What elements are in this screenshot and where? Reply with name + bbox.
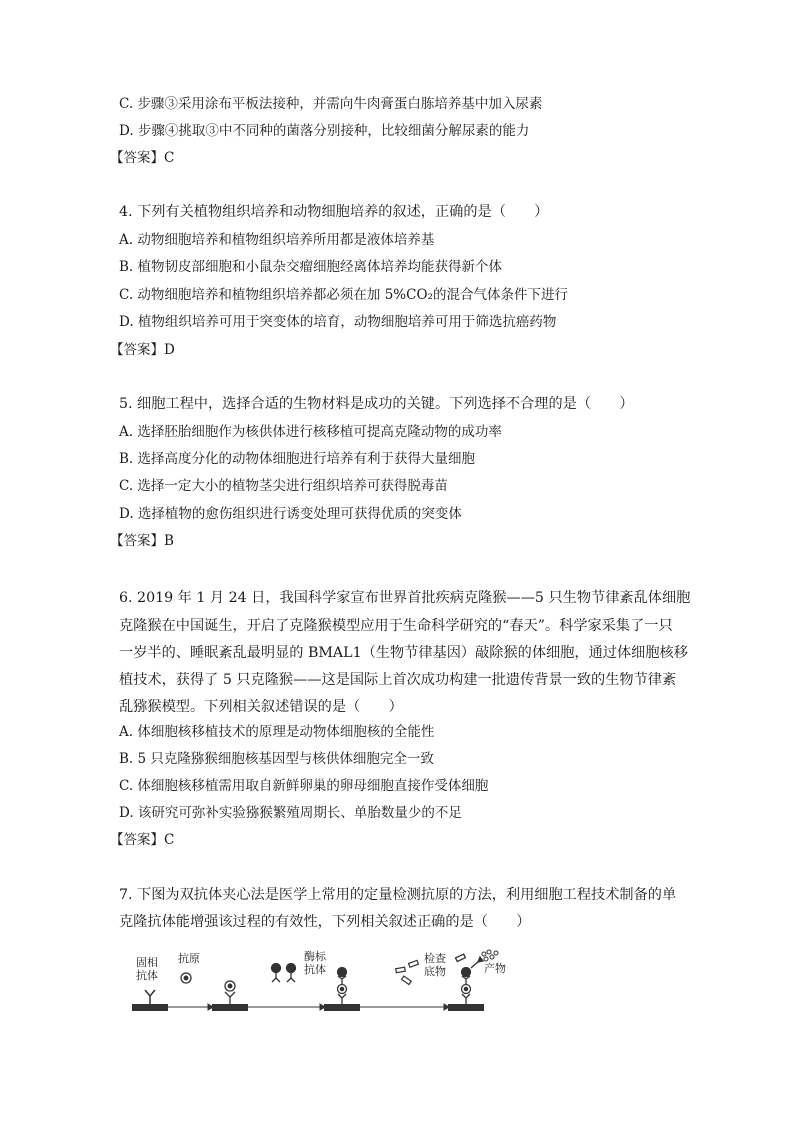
product-label: 产物 [484,962,506,975]
option-a-q5: A. 选择胚胎细胞作为核供体进行核移植可提高克隆动物的成功率 [119,424,502,440]
option-a-q6: A. 体细胞核移植技术的原理是动物体细胞核的全能性 [119,724,435,740]
answer-q3: 【答案】C [110,150,175,166]
arrow-3 [360,1004,449,1010]
reaction-complex-icon [456,954,483,1004]
plate-3 [324,1004,360,1011]
answer-q4: 【答案】D [110,342,175,358]
question-4: 4. 下列有关植物组织培养和动物细胞培养的叙述，正确的是（ ） [119,204,549,220]
plate-2 [212,1004,248,1011]
option-b-q5: B. 选择高度分化的动物体细胞进行培养有利于获得大量细胞 [119,451,476,467]
question-7-line-1: 7. 下图为双抗体夹心法是医学上常用的定量检测抗原的方法，利用细胞工程技术制备的单 [119,887,677,903]
arrow-2 [248,1004,325,1010]
substrate-label-1: 检查 [424,952,446,965]
question-6-line-4: 植技术，获得了 5 只克隆猴——这是国际上首次成功构建一批遗传背景一致的生物节律紊 [119,672,677,688]
question-6-line-3: 一岁半的、睡眠紊乱最明显的 BMAL1（生物节律基因）敲除猴的体细胞，通过体细胞核移 [119,645,688,661]
enzyme-antibody-label-2: 抗体 [304,963,326,976]
answer-q6: 【答案】C [110,832,175,848]
option-d-q3: D. 步骤④挑取③中不同种的菌落分别接种，比较细菌分解尿素的能力 [119,123,530,139]
question-5: 5. 细胞工程中，选择合适的生物材料是成功的关键。下列选择不合理的是（ ） [119,396,634,412]
fixed-antibody-icon [145,990,155,1004]
fixed-antibody-label-1: 固相 [136,956,158,969]
option-c-q6: C. 体细胞核移植需用取自新鲜卵巢的卵母细胞直接作受体细胞 [119,778,489,794]
option-b-q6: B. 5 只克隆猕猴细胞核基因型与核供体细胞完全一致 [119,751,434,767]
question-7-line-2: 克隆抗体能增强该过程的有效性，下列相关叙述正确的是（ ） [119,914,531,930]
option-d-q5: D. 选择植物的愈伤组织进行诱变处理可获得优质的突变体 [119,506,462,522]
question-6-line-1: 6. 2019 年 1 月 24 日，我国科学家宣布世界首批疾病克隆猴——5 只生物节律紊乱体细胞 [119,590,691,606]
plate-4 [448,1004,484,1011]
option-a-q4: A. 动物细胞培养和植物组织培养所用都是液体培养基 [119,232,435,248]
substrate-label-2: 底物 [424,965,446,978]
plate-1 [132,1004,168,1011]
enzyme-antibody-label-1: 酶标 [304,950,326,963]
arrow-1 [168,1004,213,1010]
fixed-antibody-label-2: 抗体 [136,969,158,982]
option-c-q5: C. 选择一定大小的植物茎尖进行组织培养可获得脱毒苗 [119,478,448,494]
option-c-q3: C. 步骤③采用涂布平板法接种，并需向牛肉膏蛋白胨培养基中加入尿素 [119,96,543,112]
enzyme-antibody-icon [272,964,296,983]
answer-q5: 【答案】B [110,533,174,549]
antigen-label: 抗原 [178,952,200,965]
option-d-q4: D. 植物组织培养可用于突变体的培育，动物细胞培养可用于筛选抗癌药物 [119,314,557,330]
product-icon [482,950,498,961]
option-b-q4: B. 植物韧皮部细胞和小鼠杂交瘤细胞经离体培养均能获得新个体 [119,259,503,275]
question-6-line-2: 克隆猴在中国诞生，开启了克隆猴模型应用于生命科学研究的“春天”。科学家采集了一只 [119,618,673,634]
bound-antigen-icon [225,981,235,1004]
question-6-line-5: 乱猕猴模型。下列相关叙述错误的是（ ） [119,699,403,715]
option-d-q6: D. 该研究可弥补实验猕猴繁殖周期长、单胎数量少的不足 [119,805,462,821]
sandwich-complex-icon [338,968,347,1005]
substrate-icon [396,960,419,984]
sandwich-elisa-diagram [128,948,528,1016]
antigen-icon [181,973,191,983]
option-c-q4: C. 动物细胞培养和植物组织培养都必须在加 5%CO₂的混合气体条件下进行 [119,287,568,303]
